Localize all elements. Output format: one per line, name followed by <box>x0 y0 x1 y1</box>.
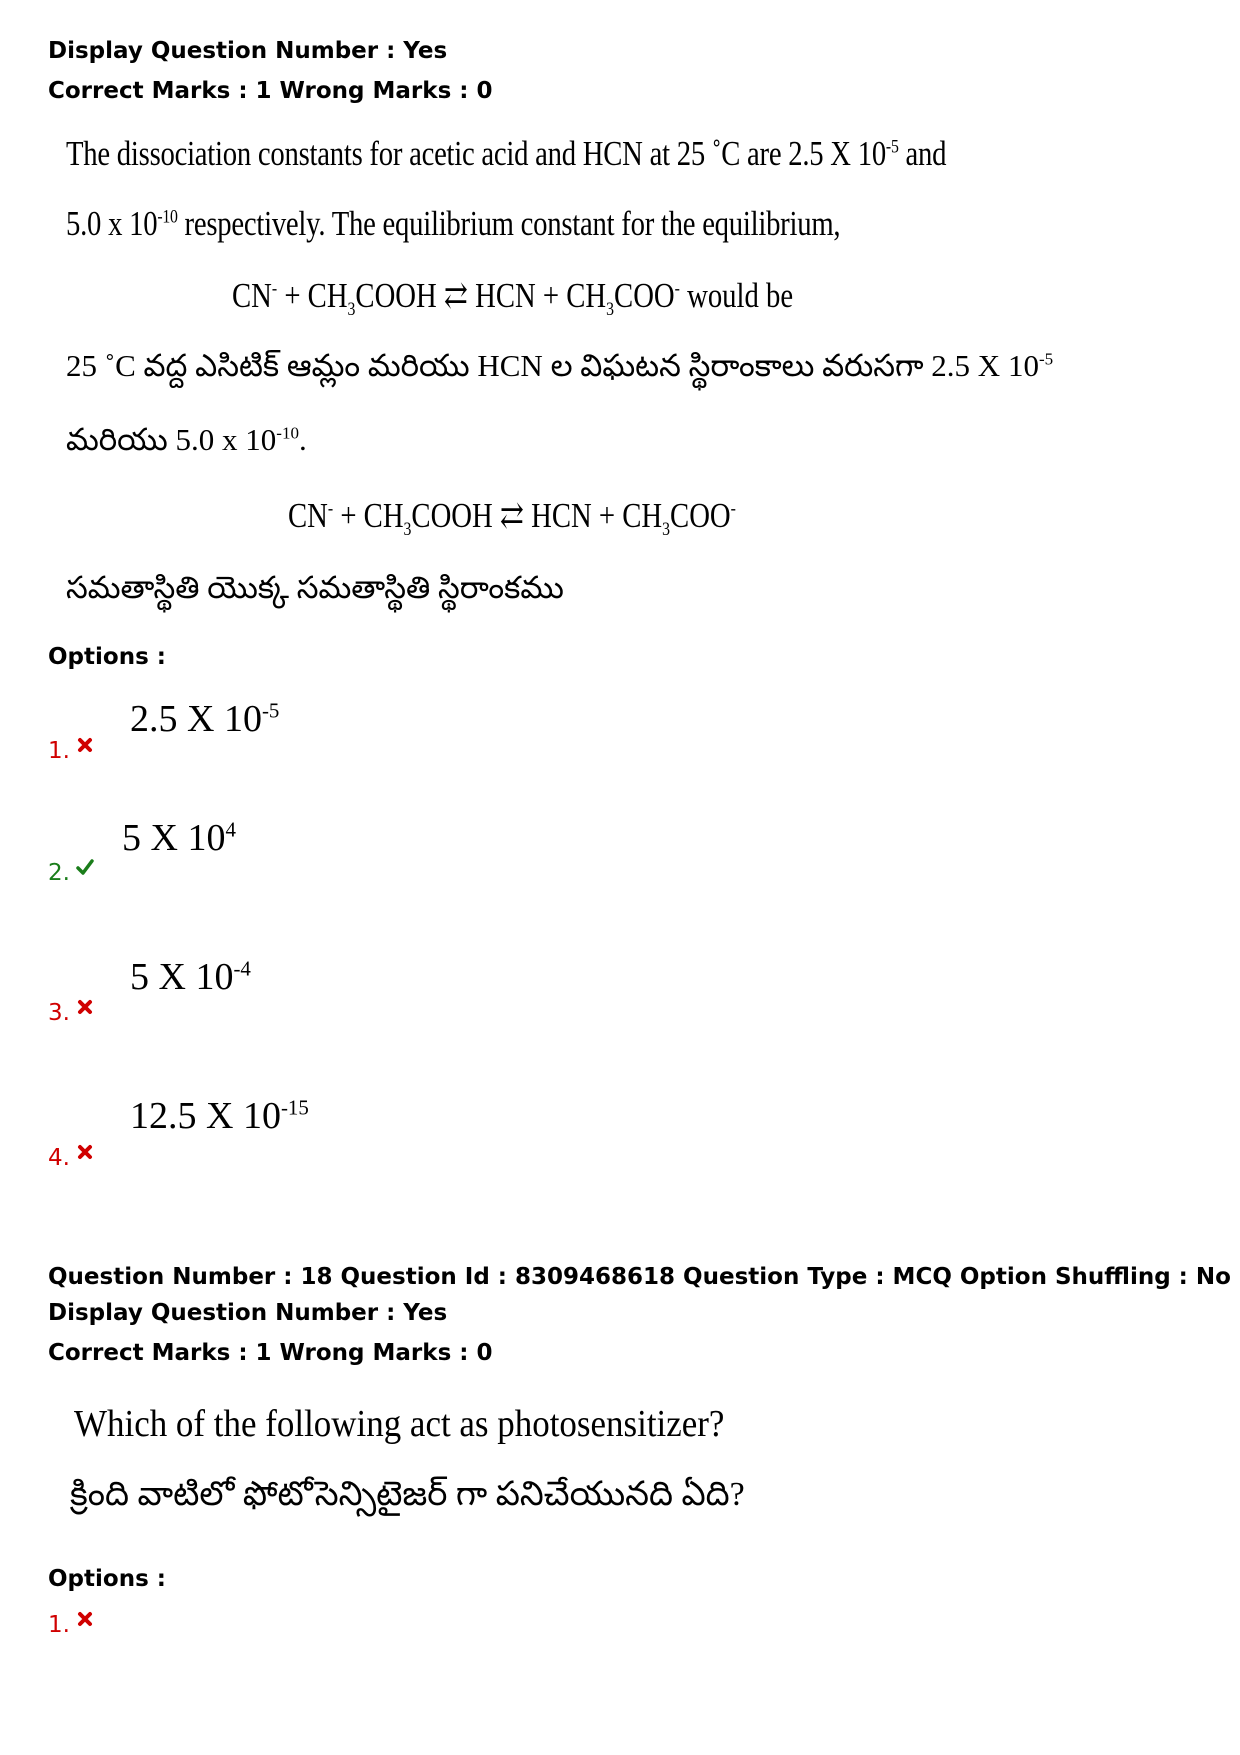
options-label: Options : <box>48 1566 166 1592</box>
question-text-en: Which of the following act as photosensitizer? <box>74 1403 725 1445</box>
option-2-value: 5 X $10^4$ <box>122 817 236 859</box>
marks-info: Correct Marks : 1 Wrong Marks : 0 <box>48 78 493 104</box>
option-2[interactable] <box>48 858 94 886</box>
telugu-line-3: సమతాస్థితి యొక్క సమతాస్థితి స్థిరాంకము <box>66 570 564 605</box>
question-line-1: The dissociation constants for acetic acid and HCN at 25 ˚C are 2.5 X $10^{-5}$ and <box>66 134 947 173</box>
question-header: Question Number : 18 Question Id : 8309468618 Question Type : MCQ Option Shuffling : No <box>48 1264 1231 1290</box>
display-question-number: Display Question Number : Yes <box>48 38 448 64</box>
option-number: 1. <box>48 738 70 764</box>
telugu-line-2: మరియు 5.0 x $10^{-10}$. <box>66 422 307 457</box>
options-label: Options : <box>48 644 166 670</box>
option-number: 1. <box>48 1612 70 1638</box>
wrong-icon <box>76 1143 94 1161</box>
option-4-value: 12.5 X $10^{-15}$ <box>130 1095 309 1137</box>
telugu-line-1: 25 ˚C వద్ద ఎసిటిక్ ఆమ్లం మరియు HCN ల విఘటన స్థిరాంకాలు వరుసగా 2.5 X $10^{-5}$ <box>66 348 1054 383</box>
option-3-value: 5 X $10^{-4}$ <box>130 956 251 998</box>
question-line-2: 5.0 x $10^{-10}$ respectively. The equilibrium constant for the equilibrium, <box>66 204 841 243</box>
option-1[interactable] <box>48 1610 94 1638</box>
check-icon <box>76 858 94 876</box>
marks-info: Correct Marks : 1 Wrong Marks : 0 <box>48 1340 493 1366</box>
wrong-icon <box>76 736 94 754</box>
option-4[interactable] <box>48 1143 94 1171</box>
option-number: 4. <box>48 1145 70 1171</box>
equilibrium-equation-1: $CN^- + CH_3COOH$ ⇄ HCN + $CH_3COO^-$ would be <box>232 276 794 320</box>
wrong-icon <box>76 1610 94 1628</box>
option-number: 3. <box>48 1000 70 1026</box>
equilibrium-equation-2: $CN^- + CH_3COOH$ ⇄ HCN + $CH_3COO^-$ <box>288 496 736 540</box>
question-text-te: క్రింది వాటిలో ఫోటోసెన్సిటైజర్ గా పనిచేయునది ఏది? <box>70 1476 745 1513</box>
wrong-icon <box>76 998 94 1016</box>
option-1-value: 2.5 X $10^{-5}$ <box>130 698 280 740</box>
option-number: 2. <box>48 860 70 886</box>
display-question-number: Display Question Number : Yes <box>48 1300 448 1326</box>
option-3[interactable] <box>48 998 94 1026</box>
option-1[interactable] <box>48 736 94 764</box>
